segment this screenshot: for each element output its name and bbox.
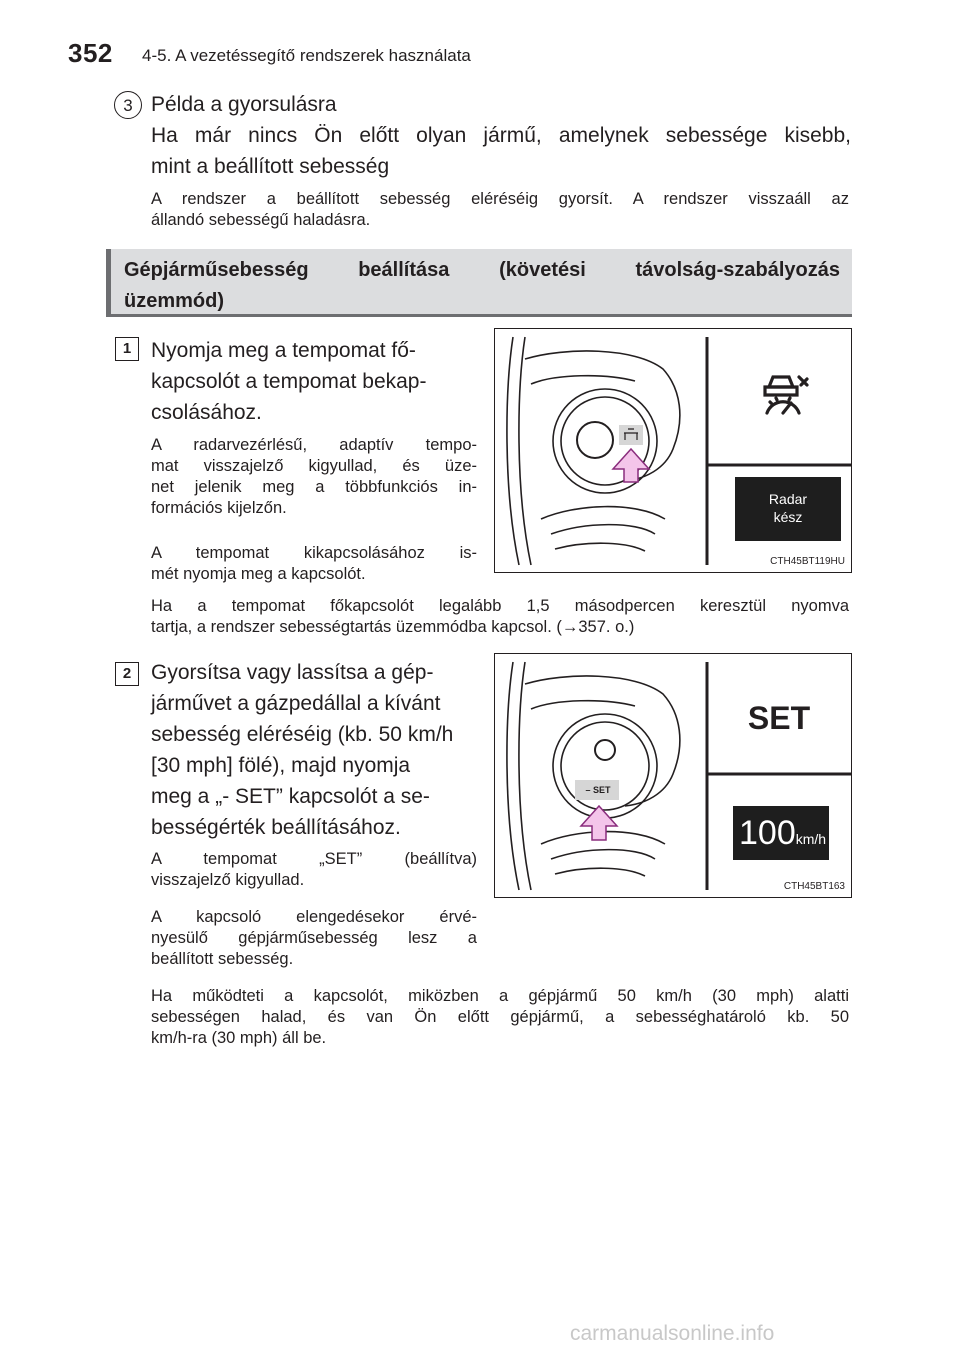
step-1-note-line: Ha a tempomat főkapcsolót legalább 1,5 másodpercen keresztül nyomva: [151, 597, 849, 615]
radar-cruise-indicator-icon: [761, 373, 809, 417]
figure-set-speed: [494, 653, 852, 898]
page-number: 352: [68, 38, 113, 68]
figure-code: CTH45BT163: [783, 881, 845, 892]
step-1-note-3: [151, 596, 849, 638]
step-2-note-line: Ha működteti a kapcsolót, miközben a gépjármű 50 km/h (30 mph) alatti: [151, 987, 849, 1005]
step-2-note-line: beállított sebesség.: [151, 950, 294, 968]
set-button-label: – SET: [585, 785, 611, 795]
example-note-line-2: állandó sebességű haladásra.: [151, 211, 371, 229]
press-arrow: [581, 806, 617, 840]
display-line-2: kész: [773, 509, 803, 525]
step-2-note-line: sebességen halad, és van Ön előtt gépjármű, a sebességhatároló kb. 50: [151, 1008, 849, 1026]
step-1-line: kapcsolót a tempomat bekap-: [151, 370, 427, 393]
step-1-note-line: A radarvezérlésű, adaptív tempo-: [151, 436, 477, 454]
step-2-note-line: km/h-ra (30 mph) áll be.: [151, 1029, 327, 1047]
radar-ready-display: [735, 477, 841, 541]
set-speed-display: [733, 806, 829, 860]
chapter-title: 4-5. A vezetéssegítő rendszerek használata: [142, 46, 471, 65]
example-line-2: mint a beállított sebesség: [151, 155, 390, 178]
step-2-note-line: visszajelző kigyullad.: [151, 871, 305, 889]
set-indicator-title: SET: [747, 700, 811, 736]
section-title-line-2: üzemmód): [124, 290, 224, 312]
example-number-badge: 3: [114, 91, 142, 119]
speed-unit: km/h: [795, 831, 827, 847]
speed-value: 100: [739, 814, 796, 852]
step-1-instruction: [151, 335, 481, 428]
step-1-line: Nyomja meg a tempomat fő-: [151, 339, 416, 362]
step-1-note-line: tartja, a rendszer sebességtartás üzemmódba kapcsol. (→357. o.): [151, 618, 635, 636]
step-2-line: sebesség eléréséig (kb. 50 km/h: [151, 723, 454, 746]
step-2-line: Gyorsítsa vagy lassítsa a gép-: [151, 661, 434, 684]
step-2-note-2: [151, 907, 477, 970]
step-1-note-line: net jelenik meg a többfunkciós in-: [151, 478, 477, 496]
example-line-1: Ha már nincs Ön előtt olyan jármű, amelynek sebessége kisebb,: [151, 124, 851, 147]
step-1-note-1: [151, 435, 477, 519]
footer-watermark: carmanualsonline.info: [570, 1322, 775, 1345]
section-title-line-1: Gépjárműsebesség beállítása (követési távolság-szabályozás: [124, 259, 840, 281]
step-1-badge: 1: [115, 337, 139, 361]
step-2-line: [30 mph] fölé), majd nyomja: [151, 754, 411, 777]
step-1-note-line: A tempomat kikapcsolásához is-: [151, 544, 477, 562]
step-1-note-line: mét nyomja meg a kapcsolót.: [151, 565, 366, 583]
step-1-note-line: mat visszajelző kigyullad, és üze-: [151, 457, 477, 475]
step-2-note-line: nyesülő gépjárműsebesség lesz a: [151, 929, 477, 947]
example-title: Példa a gyorsulásra: [151, 93, 337, 116]
radar-cruise-button: [619, 425, 643, 445]
step-2-instruction: [151, 657, 491, 843]
step-1-note-2: [151, 543, 477, 585]
example-note-line-1: A rendszer a beállított sebesség eléréséig gyorsít. A rendszer visszaáll az: [151, 190, 849, 208]
step-1-note-line: formációs kijelzőn.: [151, 499, 287, 517]
step-2-note-line: A tempomat „SET” (beállítva): [151, 850, 477, 868]
step-1-line: csolásához.: [151, 401, 262, 424]
figure-code: CTH45BT119HU: [770, 556, 845, 567]
steering-wheel-switch-illustration: [495, 654, 851, 897]
step-2-note-line: A kapcsoló elengedésekor érvé-: [151, 908, 477, 926]
display-line-1: Radar: [768, 491, 808, 507]
step-2-line: bességérték beállításához.: [151, 816, 401, 839]
figure-radar-ready: [494, 328, 852, 573]
step-2-badge: 2: [115, 662, 139, 686]
step-2-note-3: [151, 986, 849, 1049]
step-2-note-1: [151, 849, 477, 891]
step-2-line: meg a „- SET” kapcsolót a se-: [151, 785, 430, 808]
step-2-line: járművet a gázpedállal a kívánt: [151, 692, 441, 715]
